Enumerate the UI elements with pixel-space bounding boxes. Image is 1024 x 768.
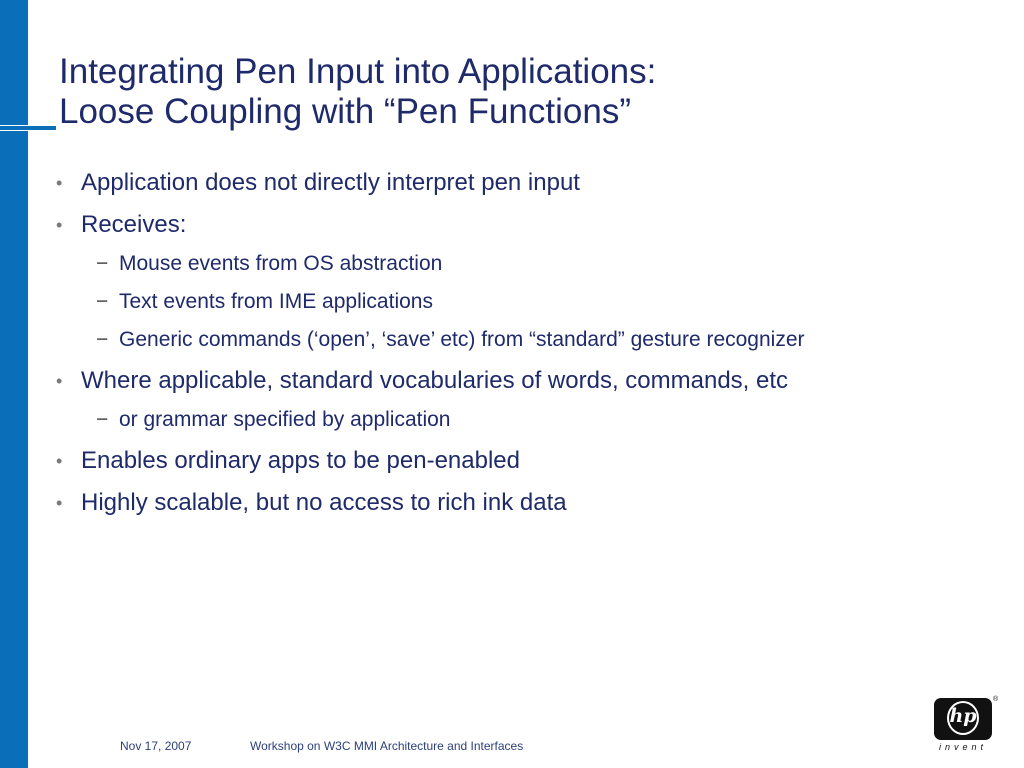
- bullet-dot-icon: •: [56, 493, 63, 513]
- bullet-text: Where applicable, standard vocabularies of words, commands, etc: [81, 367, 789, 394]
- bullet-text: Enables ordinary apps to be pen-enabled: [81, 447, 520, 474]
- sub-bullet-item: [56, 404, 996, 436]
- dash-icon: −: [96, 290, 109, 313]
- bullet-item: [56, 362, 996, 400]
- sub-bullet-text: Text events from IME applications: [119, 290, 433, 313]
- left-bar-notch: [0, 126, 56, 130]
- hp-logo-icon: [934, 698, 992, 740]
- title-line-1: Integrating Pen Input into Applications:: [59, 52, 657, 91]
- hp-invent-logo: [934, 696, 999, 756]
- sub-bullet-text: Mouse events from OS abstraction: [119, 252, 443, 275]
- bullet-list: [56, 164, 996, 526]
- sub-bullet-item: [56, 286, 996, 318]
- left-accent-bar: [0, 0, 28, 768]
- footer-date: Nov 17, 2007: [120, 739, 192, 753]
- bullet-dot-icon: •: [56, 173, 63, 193]
- bullet-item: [56, 206, 996, 244]
- bullet-text: Application does not directly interpret pen input: [81, 169, 580, 196]
- bullet-text: Highly scalable, but no access to rich ink data: [81, 489, 567, 516]
- dash-icon: −: [96, 328, 109, 351]
- title-line-2: Loose Coupling with “Pen Functions”: [59, 92, 631, 131]
- slide-title: [59, 52, 656, 132]
- bullet-item: [56, 442, 996, 480]
- logo-tagline: invent: [938, 742, 988, 752]
- sub-bullet-text: or grammar specified by application: [119, 408, 451, 431]
- dash-icon: −: [96, 408, 109, 431]
- bullet-text: Receives:: [81, 211, 187, 238]
- footer-title: Workshop on W3C MMI Architecture and Interfaces: [250, 739, 524, 753]
- sub-bullet-item: [56, 324, 996, 356]
- bullet-dot-icon: •: [56, 215, 63, 235]
- bullet-dot-icon: •: [56, 371, 63, 391]
- bullet-item: [56, 164, 996, 202]
- logo-mark: hp: [949, 705, 977, 727]
- dash-icon: −: [96, 252, 109, 275]
- sub-bullet-text: Generic commands (‘open’, ‘save’ etc) from “standard” gesture recognizer: [119, 328, 805, 351]
- registered-mark: ®: [993, 696, 999, 703]
- bullet-dot-icon: •: [56, 451, 63, 471]
- bullet-item: [56, 484, 996, 522]
- sub-bullet-item: [56, 248, 996, 280]
